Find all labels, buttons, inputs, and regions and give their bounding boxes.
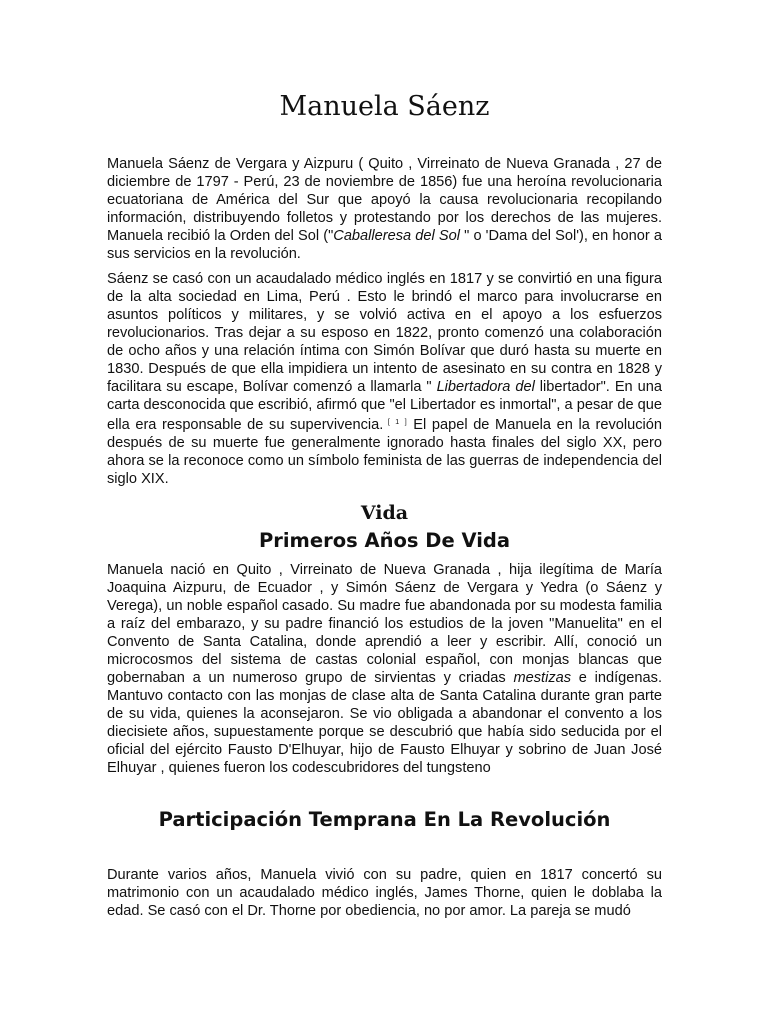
section-heading-vida: Vida [360,502,409,524]
reference-marker[interactable]: [ 1 ] [383,419,408,426]
vida-paragraph [107,561,662,777]
intro-p2-text-b: libertador". En una carta desconocida que escribió, afirmó que "el Libertador es inmortal", a pesar de que ella era responsable de su supervivencia. [107,379,662,433]
vida-text-b: e indígenas. Mantuvo contacto con las monjas de clase alta de Santa Catalina durante gran parte de su vida, quienes la aconsejaron. Se vio obligada a abandonar el convento a los diecisiete años, supuestamente porque se descubrió que había sido seducida por el oficial del ejército Fausto D'Elhuyar, hijo de Fausto Elhuyar y sobrino de Juan José Elhuyar , quienes fueron los codescubridores del tungsteno [107,670,662,776]
vida-italic: mestizas [513,670,572,686]
intro-p2-text-c: El papel de Manuela en la revolución después de su muerte fue generalmente ignorado hasta finales del siglo XX, pero ahora se la reconoce como un símbolo feminista de las guerras de independencia del siglo XIX. [107,417,662,487]
intro-p1-text-a: Manuela Sáenz de Vergara y Aizpuru ( Quito , Virreinato de Nueva Granada , 27 de diciembre de 1797 - Perú, 23 de noviembre de 1856) fue una heroína revolucionaria ecuatoriana de América del Sur que apoyó la causa revolucionaria recopilando información, distribuyendo folletos y protestando por los derechos de las mujeres. Manuela recibió la Orden del Sol (" [107,156,662,244]
intro-p1-text-b: " o 'Dama del Sol'), en honor a sus servicios en la revolución. [107,228,662,262]
intro-p2-text-a: Sáenz se casó con un acaudalado médico inglés en 1817 y se convirtió en una figura de la alta sociedad en Lima, Perú . Esto le brindó el marco para involucrarse en asuntos políticos y militares, y se volvió activa en el apoyo a los esfuerzos revolucionarios. Tras dejar a su esposo en 1822, pronto comenzó una colaboración de ocho años y una relación íntima con Simón Bolívar que duró hasta su muerte en 1830. Después de que ella impidiera un intento de asesinato en su contra en 1828 y facilitara su escape, Bolívar comenzó a llamarla " [107,271,662,395]
intro-p1-italic: Caballeresa del Sol [333,228,460,244]
intro-paragraph-2 [107,270,662,488]
intro-paragraph-1 [107,155,662,263]
participacion-paragraph: Durante varios años, Manuela vivió con su padre, quien en 1817 concertó su matrimonio con un acaudalado médico inglés, James Thorne, quien le doblaba la edad. Se casó con el Dr. Thorne por obediencia, no por amor. La pareja se mudó [107,867,662,919]
subsection-heading-primeros-anos: Primeros Años De Vida [258,529,511,552]
vida-text-a: Manuela nació en Quito , Virreinato de Nueva Granada , hija ilegítima de María Joaquina Aizpuru, de Ecuador , y Simón Sáenz de Vergara y Yedra (o Sáenz y Verega), un noble español casado. Su madre fue abandonada por su modesta familia a raíz del embarazo, y su padre financió los estudios de la joven "Manuelita" en el Convento de Santa Catalina, donde aprendió a leer y escribir. Allí, conoció un microcosmos del sistema de castas colonial español, con monjas blancas que gobernaban a un numeroso grupo de sirvientas y criadas [107,562,662,686]
subsection-heading-participacion: Participación Temprana En La Revolución [158,808,611,831]
document-title: Manuela Sáenz [279,91,490,122]
intro-p2-italic: Libertadora del [436,379,535,395]
